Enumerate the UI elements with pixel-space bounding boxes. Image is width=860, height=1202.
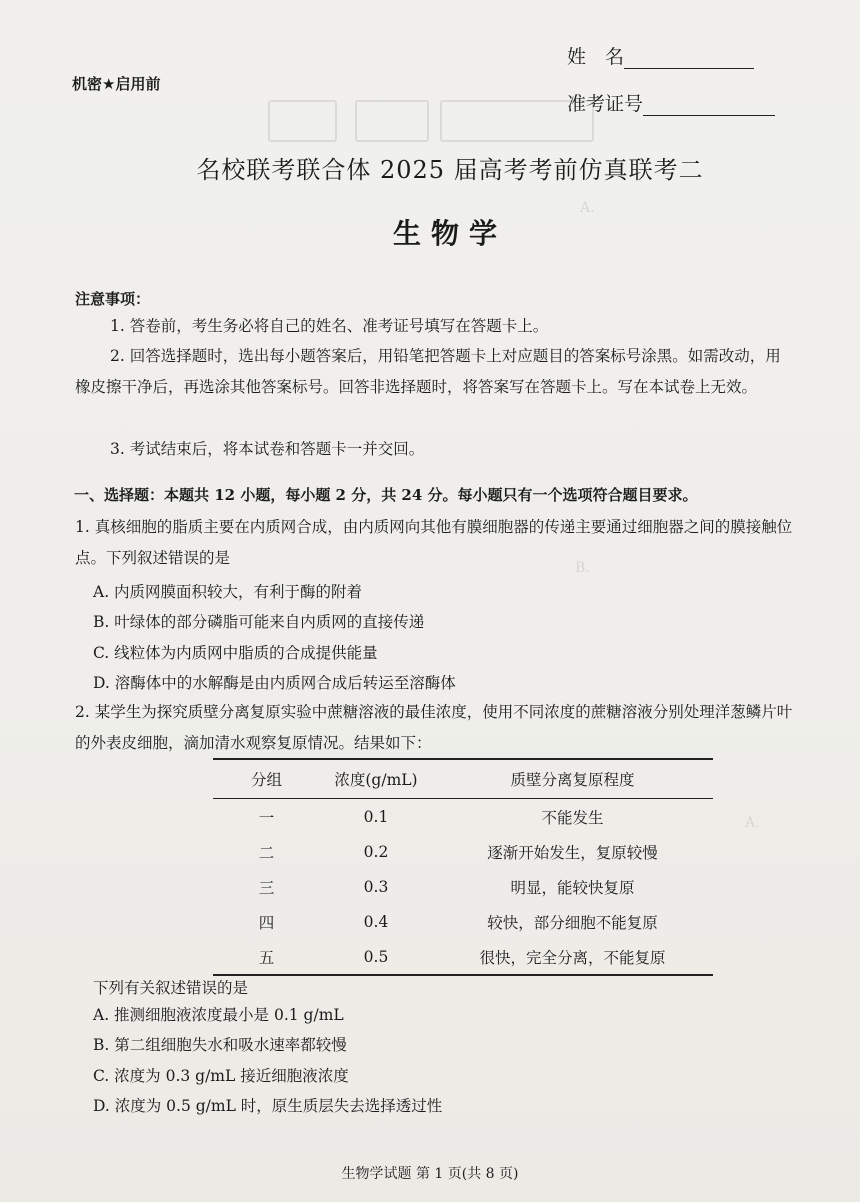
bleed-through-text: B. bbox=[575, 560, 590, 576]
table-header-recovery: 质壁分离复原程度 bbox=[510, 771, 635, 789]
notice-item: 1. 答卷前，考生务必将自己的姓名、准考证号填写在答题卡上。 bbox=[110, 317, 549, 335]
question-2-stem: 2. 某学生为探究质壁分离复原实验中蔗糖溶液的最佳浓度，使用不同浓度的蔗糖溶液分别处理洋葱鳞片叶的外表皮细胞，滴加清水观察复原情况。结果如下： bbox=[75, 703, 793, 752]
table-cell-group: 四 bbox=[258, 913, 275, 932]
question-2-option-a: A. 推测细胞液浓度最小是 0.1 g/mL bbox=[93, 1006, 344, 1024]
question-1-option-c: C. 线粒体为内质网中脂质的合成提供能量 bbox=[93, 644, 378, 662]
table-row bbox=[213, 939, 713, 975]
bleed-through-box bbox=[268, 100, 337, 142]
table-header-concentration: 浓度(g/mL) bbox=[334, 771, 418, 789]
table-cell-recovery: 不能发生 bbox=[541, 808, 604, 827]
table-cell-group: 一 bbox=[258, 808, 275, 827]
table-row bbox=[213, 869, 713, 904]
ticket-number-blank-line[interactable] bbox=[643, 93, 775, 116]
ticket-number-field[interactable] bbox=[567, 89, 775, 116]
exam-title: 名校联考联合体 2025 届高考考前仿真联考二 bbox=[196, 156, 704, 184]
bleed-through-text: A. bbox=[745, 815, 760, 831]
table-cell-group: 二 bbox=[258, 843, 275, 862]
question-1-option-b: B. 叶绿体的部分磷脂可能来自内质网的直接传递 bbox=[93, 613, 425, 631]
notice-item: 3. 考试结束后，将本试卷和答题卡一并交回。 bbox=[110, 440, 425, 458]
table-cell-concentration: 0.3 bbox=[363, 877, 389, 896]
table-cell-group: 三 bbox=[258, 878, 275, 897]
question-2-option-d: D. 浓度为 0.5 g/mL 时，原生质层失去选择透过性 bbox=[93, 1097, 443, 1115]
bleed-through-box bbox=[355, 100, 429, 142]
table-cell-concentration: 0.5 bbox=[363, 947, 389, 966]
bleed-through-text: A. bbox=[580, 200, 595, 216]
table-cell-recovery: 明显，能较快复原 bbox=[510, 878, 635, 897]
page-footer: 生物学试题 第 1 页(共 8 页) bbox=[341, 1166, 519, 1182]
table-row bbox=[213, 904, 713, 939]
results-table bbox=[213, 758, 713, 976]
table-cell-recovery: 逐渐开始发生，复原较慢 bbox=[487, 843, 658, 862]
question-1-option-d: D. 溶酶体中的水解酶是由内质网合成后转运至溶酶体 bbox=[93, 674, 456, 692]
table-cell-concentration: 0.4 bbox=[363, 912, 389, 931]
table-cell-recovery: 很快，完全分离，不能复原 bbox=[479, 948, 666, 967]
table-header-row bbox=[213, 759, 713, 799]
question-1-option-a: A. 内质网膜面积较大，有利于酶的附着 bbox=[93, 583, 363, 601]
question-2-option-c: C. 浓度为 0.3 g/mL 接近细胞液浓度 bbox=[93, 1067, 349, 1085]
ticket-number-label: 准考证号 bbox=[567, 93, 644, 115]
section-heading: 一、选择题：本题共 12 小题，每小题 2 分，共 24 分。每小题只有一个选项符合题目要求。 bbox=[74, 486, 698, 504]
name-blank-line[interactable] bbox=[624, 46, 754, 69]
name-field[interactable] bbox=[567, 42, 754, 69]
table-row bbox=[213, 834, 713, 869]
question-1-stem: 1. 真核细胞的脂质主要在内质网合成，由内质网向其他有膜细胞器的传递主要通过细胞器之间的膜接触位点。下列叙述错误的是 bbox=[75, 518, 793, 567]
table-header-group: 分组 bbox=[250, 771, 282, 789]
name-label: 姓 名 bbox=[567, 46, 625, 68]
confidential-label: 机密★启用前 bbox=[72, 75, 161, 93]
question-2-option-b: B. 第二组细胞失水和吸水速率都较慢 bbox=[93, 1036, 347, 1054]
table-row bbox=[213, 799, 713, 835]
question-2-prompt: 下列有关叙述错误的是 bbox=[93, 979, 249, 997]
table-cell-concentration: 0.1 bbox=[363, 807, 389, 826]
table-cell-recovery: 较快，部分细胞不能复原 bbox=[487, 913, 658, 932]
table-cell-group: 五 bbox=[258, 948, 275, 967]
notice-item: 2. 回答选择题时，选出每小题答案后，用铅笔把答题卡上对应题目的答案标号涂黑。如需改动，用橡皮擦干净后，再选涂其他答案标号。回答非选择题时，将答案写在答题卡上。写在本试卷上无效。 bbox=[75, 347, 781, 396]
notice-heading: 注意事项： bbox=[75, 290, 151, 308]
subject-title: 生物学 bbox=[392, 217, 507, 250]
table-cell-concentration: 0.2 bbox=[363, 842, 389, 861]
